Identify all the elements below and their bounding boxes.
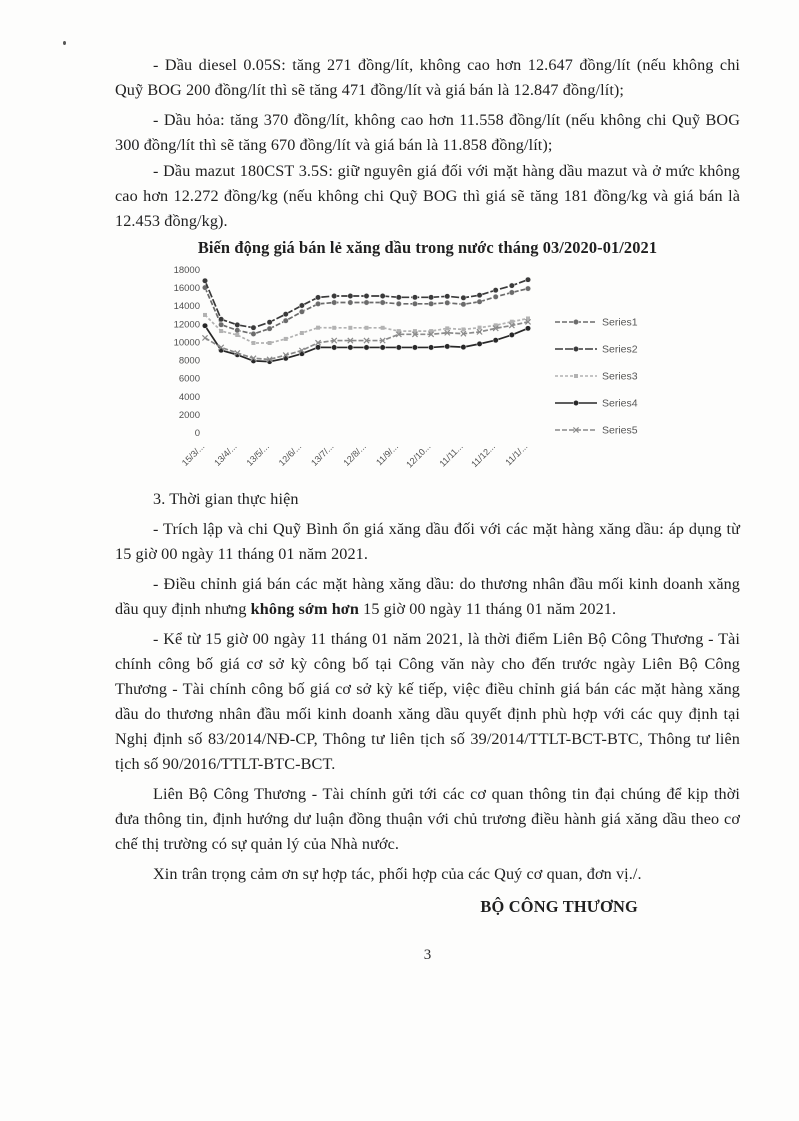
y-axis-tick-label: 6000 — [178, 373, 200, 385]
series-3-marker — [365, 326, 369, 330]
series-1-marker — [477, 299, 482, 304]
section-heading-3: 3. Thời gian thực hiện — [153, 490, 299, 508]
series-2-marker — [299, 303, 304, 308]
p5-post-text: 15 giờ 00 ngày 11 tháng 01 năm 2021. — [358, 600, 617, 618]
series-2-marker — [364, 293, 369, 298]
series-1-marker — [332, 300, 337, 305]
series-3-marker — [300, 331, 304, 335]
paragraph-trich-lap: - Trích lập và chi Quỹ Bình ổn giá xăng dầu đối với các mặt hàng xăng dầu: áp dụng từ 15 giờ 00 ngày 11 tháng 01 năm 2021. — [115, 520, 740, 563]
series-2-marker — [412, 295, 417, 300]
series-3-marker — [348, 326, 352, 330]
x-axis-tick-label: 11/1/... — [503, 441, 530, 468]
series-1-marker — [299, 309, 304, 314]
series-4-marker — [364, 345, 369, 350]
series-4-marker — [509, 332, 514, 337]
series-3-marker — [203, 313, 207, 317]
series-3-marker — [316, 326, 320, 330]
legend-marker — [573, 346, 578, 351]
series-2-marker — [509, 283, 514, 288]
series-1-marker — [251, 331, 256, 336]
paragraph-dau-hoa: - Dầu hỏa: tăng 370 đồng/lít, không cao hơn 11.558 đồng/lít (nếu không chi Quỹ BOG 300 đồng/lít thì sẽ tăng 670 đồng/lít và giá bán là 11.858 đồng/lít); — [115, 111, 740, 154]
y-axis-tick-label: 18000 — [173, 265, 200, 276]
y-axis-tick-label: 4000 — [178, 391, 200, 403]
series-2-marker — [493, 287, 498, 292]
series-4-marker — [332, 345, 337, 350]
series-1-marker — [509, 290, 514, 295]
series-1-marker — [348, 300, 353, 305]
legend-item-label: Series5 — [602, 424, 638, 437]
p5-bold-text: không sớm hơn — [250, 600, 359, 618]
series-2-marker — [525, 277, 530, 282]
series-1-marker — [235, 328, 240, 333]
y-axis-tick-label: 16000 — [173, 283, 200, 295]
series-1-marker — [218, 322, 223, 327]
series-3-marker — [251, 341, 255, 345]
series-4-marker — [461, 344, 466, 349]
series-4-marker — [493, 338, 498, 343]
legend-item-label: Series2 — [602, 343, 638, 356]
fuel-price-line-chart — [160, 260, 700, 475]
series-2-marker — [380, 293, 385, 298]
series-1-marker — [445, 300, 450, 305]
series-1-marker — [396, 301, 401, 306]
legend-item-label: Series1 — [602, 316, 638, 329]
y-axis-tick-label: 0 — [194, 428, 200, 439]
scan-dot-artifact — [63, 41, 66, 45]
paragraph-diesel: - Dầu diesel 0.05S: tăng 271 đồng/lít, không cao hơn 12.647 đồng/lít (nếu không chi Quỹ BOG 200 đồng/lít thì sẽ tăng 471 đồng/lít và giá bán là 12.847 đồng/lít); — [115, 56, 740, 99]
series-3-marker — [478, 326, 482, 330]
y-axis-tick-label: 10000 — [173, 337, 200, 349]
series-2-marker — [218, 317, 223, 322]
legend-marker — [573, 400, 578, 405]
series-4-marker — [218, 348, 223, 353]
series-2-marker — [396, 295, 401, 300]
series-2-marker — [251, 325, 256, 330]
series-3-marker — [219, 329, 223, 333]
x-axis-tick-label: 11/11... — [437, 441, 465, 469]
series-2-marker — [332, 293, 337, 298]
x-axis-tick-label: 12/10... — [404, 441, 433, 470]
series-4-marker — [412, 345, 417, 350]
series-5-marker — [202, 335, 207, 340]
signature-bo-cong-thuong: BỘ CÔNG THƯƠNG — [480, 897, 638, 916]
legend-marker — [573, 319, 578, 324]
series-2-marker — [445, 294, 450, 299]
series-3-marker — [284, 337, 288, 341]
x-axis-tick-label: 12/8/... — [341, 441, 368, 468]
series-4-marker — [396, 345, 401, 350]
series-4-marker — [202, 323, 207, 328]
legend-marker — [574, 374, 578, 378]
paragraph-cam-on: Xin trân trọng cảm ơn sự hợp tác, phối hợp của các Quý cơ quan, đơn vị./. — [153, 865, 642, 883]
series-2-marker — [235, 322, 240, 327]
series-3-marker — [510, 320, 514, 324]
series-3-marker — [268, 341, 272, 345]
chart-title: Biến động giá bán lẻ xăng dầu trong nước tháng 03/2020-01/2021 — [197, 238, 658, 257]
x-axis-tick-label: 11/12... — [469, 441, 498, 470]
series-2-marker — [348, 293, 353, 298]
series-1-marker — [525, 286, 530, 291]
series-3-marker — [461, 327, 465, 331]
series-2-marker — [477, 292, 482, 297]
series-2-marker — [428, 295, 433, 300]
series-1-marker — [283, 318, 288, 323]
series-2-marker — [315, 295, 320, 300]
series-1-marker — [428, 301, 433, 306]
series-2-marker — [202, 278, 207, 283]
series-3-marker — [235, 333, 239, 337]
paragraph-dieu-chinh — [115, 572, 740, 622]
x-axis-tick-label: 11/9/... — [374, 441, 401, 468]
y-axis-tick-label: 8000 — [178, 355, 200, 367]
series-1-marker — [380, 300, 385, 305]
series-3-marker — [332, 326, 336, 330]
x-axis-tick-label: 13/5/... — [244, 441, 272, 468]
y-axis-tick-label: 14000 — [173, 301, 200, 313]
legend-item-label: Series4 — [602, 397, 638, 410]
legend-item-label: Series3 — [602, 370, 638, 383]
series-4-marker — [380, 345, 385, 350]
series-2-marker — [461, 295, 466, 300]
x-axis-tick-label: 13/4/... — [212, 441, 239, 468]
page-number: 3 — [423, 947, 432, 963]
series-1-marker — [493, 294, 498, 299]
y-axis-tick-label: 2000 — [178, 409, 200, 421]
series-4-marker — [428, 345, 433, 350]
series-4-marker — [445, 344, 450, 349]
series-4-marker — [348, 345, 353, 350]
y-axis-tick-label: 12000 — [173, 319, 200, 331]
series-1-marker — [267, 326, 272, 331]
x-axis-tick-label: 15/3/... — [179, 441, 207, 468]
p5-pre-text: - Điều chỉnh giá bán các mặt hàng xăng dầu: do thương nhân đầu mối kinh doanh xăng dầu quy định nhưng — [115, 575, 740, 618]
x-axis-tick-label: 13/7/... — [309, 441, 336, 468]
chart-canvas — [160, 260, 700, 475]
series-2-marker — [283, 311, 288, 316]
paragraph-mazut: - Dầu mazut 180CST 3.5S: giữ nguyên giá đối với mặt hàng dầu mazut và ở mức không cao hơn 12.272 đồng/kg (nếu không chi Quỹ BOG thì giá sẽ tăng 181 đồng/kg và giá bán là 12.453 đồng/kg). — [115, 162, 740, 230]
series-1-marker — [461, 302, 466, 307]
series-4-marker — [477, 341, 482, 346]
series-2-marker — [267, 320, 272, 325]
series-1-marker — [412, 301, 417, 306]
paragraph-lien-bo: Liên Bộ Công Thương - Tài chính gửi tới các cơ quan thông tin đại chúng để kịp thời đưa thông tin, định hướng dư luận đồng thuận với chủ trương điều hành giá xăng dầu theo cơ chế thị trường có sự quản lý của Nhà nước. — [115, 785, 740, 853]
series-1-marker — [364, 300, 369, 305]
series-3-marker — [381, 326, 385, 330]
series-1-marker — [315, 301, 320, 306]
series-3-marker — [445, 326, 449, 330]
x-axis-tick-label: 12/6/... — [276, 441, 304, 468]
series-4-marker — [525, 326, 530, 331]
paragraph-ke-tu: - Kể từ 15 giờ 00 ngày 11 tháng 01 năm 2021, là thời điểm Liên Bộ Công Thương - Tài chính công bố giá cơ sở kỳ công bố tại Công văn này cho đến trước ngày Liên Bộ Công Thương - Tài chính công bố giá cơ sở kỳ kế tiếp, việc điều chỉnh giá bán các mặt hàng xăng dầu do thương nhân đầu mối kinh doanh xăng dầu quyết định phù hợp với các quy định tại Nghị định số 83/2014/NĐ-CP, Thông tư liên tịch số 39/2014/TTLT-BCT-BTC, Thông tư liên tịch số 90/2016/TTLT-BTC-BCT. — [115, 630, 740, 773]
